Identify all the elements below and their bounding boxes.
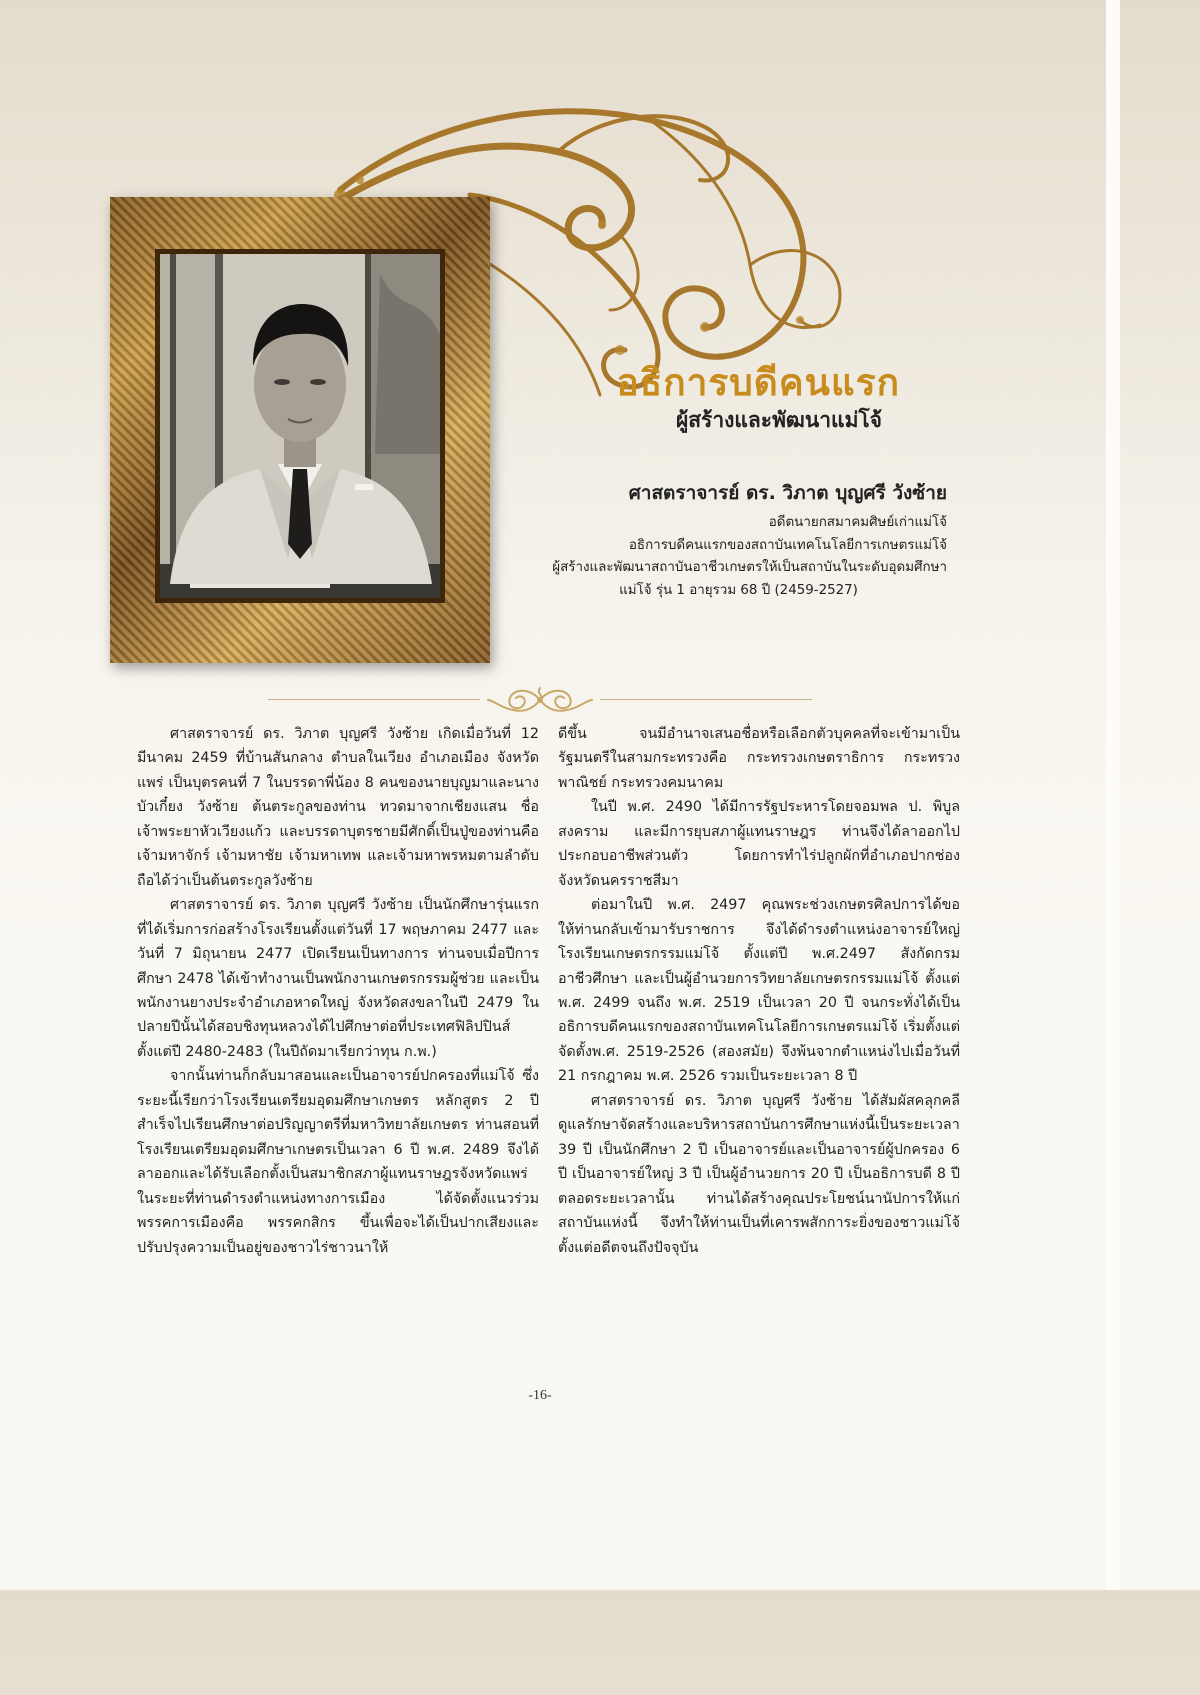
author-role: อดีตนายกสมาคมศิษย์เก่าแม่โจ้	[768, 515, 947, 530]
author-role: แม่โจ้ รุ่น 1 อายุรวม 68 ปี (2459-2527)	[619, 582, 858, 598]
portrait-frame	[110, 197, 490, 663]
body-paragraph: ศาสตราจารย์ ดร. วิภาต บุญศรี วังซ้าย ได้สัมผัสคลุกคลี ดูแลรักษาจัดสร้างและบริหารสถาบันการศึกษาแห่งนี้เป็นระยะเวลา 39 ปี เป็นนักศึกษา 2 ปี เป็นอาจารย์และเป็นอาจารย์ผู้ปกครอง 6 ปี เป็นอาจารย์ใหญ่ 3 ปี เป็นผู้อำนวยการ 20 ปี เป็นอธิการบดี 8 ปี ตลอดระยะเวลานั้น ท่านได้สร้างคุณประโยชน์นานัปการให้แก่สถาบันแห่งนี้ จึงทำให้ท่านเป็นที่เคารพสักการะยิ่งของชาวแม่โจ้ตั้งแต่อดีตจนถึงปัจจุบัน	[558, 1092, 960, 1256]
divider-line-left	[268, 699, 480, 700]
body-paragraph: ในปี พ.ศ. 2490 ได้มีการรัฐประหารโดยจอมพล ป. พิบูลสงคราม และมีการยุบสภาผู้แทนราษฎร ท่านจึงได้ลาออกไปประกอบอาชีพส่วนตัว โดยการทำไร่ปลูกผักที่อำเภอปากช่อง จังหวัดนครราชสีมา	[558, 799, 960, 889]
author-block	[540, 478, 947, 602]
body-paragraph: ศาสตราจารย์ ดร. วิภาต บุญศรี วังซ้าย เป็นนักศึกษารุ่นแรกที่ได้เริ่มการก่อสร้างโรงเรียนตั้งแต่วันที่ 17 พฤษภาคม 2477 และวันที่ 7 มิถุนายน 2477 เปิดเรียนเป็นทางการ ท่านจบเมื่อปีการศึกษา 2478 ได้เข้าทำงานเป็นพนักงานเกษตรกรรมผู้ช่วย และเป็นพนักงานยางประจำอำเภอหาดใหญ่ จังหวัดสงขลาในปี 2479 ในปลายปีนั้นได้สอบชิงทุนหลวงได้ไปศึกษาต่อที่ประเทศฟิลิปปินส์ ตั้งแต่ปี 2480-2483 (ในปีถัดมาเรียกว่าทุน ก.พ.)	[137, 897, 539, 1060]
body-paragraph: จากนั้นท่านก็กลับมาสอนและเป็นอาจารย์ปกครองที่แม่โจ้ ซึ่งระยะนี้เรียกว่าโรงเรียนเตรียมอุดมศึกษาเกษตร หลักสูตร 2 ปี สำเร็จไปเรียนศึกษาต่อปริญญาตรีที่มหาวิทยาลัยเกษตร ท่านสอนที่โรงเรียนเตรียมอุดมศึกษาเกษตรเป็นเวลา 6 ปี พ.ศ. 2489 จึงได้ลาออกและได้รับเลือกตั้งเป็นสมาชิกสภาผู้แทนราษฎรจังหวัดแพร่ ในระยะที่ท่านดำรงตำแหน่งทางการเมือง ได้จัดตั้งแนวร่วมพรรคการเมืองคือ พรรคกสิกร ขึ้นเพื่อจะได้เป็นปากเสียงและปรับปรุงความเป็นอยู่ของชาวไร่ชาวนาให้	[137, 1068, 539, 1256]
scroll-divider-ornament	[486, 682, 594, 718]
portrait-image	[160, 254, 440, 598]
body-paragraph: ศาสตราจารย์ ดร. วิภาต บุญศรี วังซ้าย เกิดเมื่อวันที่ 12 มีนาคม 2459 ที่บ้านสันกลาง ตำบลในเวียง อำเภอเมือง จังหวัดแพร่ เป็นบุตรคนที่ 7 ในบรรดาพี่น้อง 8 คนของนายบุญมาและนางบัวเกี๋ยง วังซ้าย ต้นตระกูลของท่าน ทวดมาจากเชียงแสน ชื่อเจ้าพระยาหัวเวียงแก้ว และบรรดาบุตรชายมีศักดิ์เป็นปู่ของท่านคือ เจ้ามหาจักร์ เจ้ามหาชัย เจ้ามหาเทพ และเจ้ามหาพรหมตามลำดับ ถือได้ว่าเป็นต้นตระกูลวังซ้าย	[137, 726, 539, 889]
body-paragraph: ดีขึ้น จนมีอำนาจเสนอชื่อหรือเลือกตัวบุคคลที่จะเข้ามาเป็นรัฐมนตรีในสามกระทรวงคือ กระทรวงเกษตราธิการ กระทรวงพาณิชย์ กระทรวงคมนาคม	[558, 726, 960, 791]
page-title: อธิการบดีคนแรก	[616, 363, 900, 404]
author-role: อธิการบดีคนแรกของสถาบันเทคโนโลยีการเกษตรแม่โจ้	[628, 537, 947, 553]
author-role: ผู้สร้างและพัฒนาสถาบันอาชีวเกษตรให้เป็นสถาบันในระดับอุดมศึกษา	[552, 560, 947, 575]
body-paragraph: ต่อมาในปี พ.ศ. 2497 คุณพระช่วงเกษตรศิลปการได้ขอให้ท่านกลับเข้ามารับราชการ จึงได้ดำรงตำแหน่งอาจารย์ใหญ่โรงเรียนเกษตรกรรมแม่โจ้ ตั้งแต่ปี พ.ศ.2497 สังกัดกรมอาชีวศึกษา และเป็นผู้อำนวยการวิทยาลัยเกษตรกรรมแม่โจ้ ตั้งแต่ พ.ศ. 2499 จนถึง พ.ศ. 2519 เป็นเวลา 20 ปี จนกระทั่งได้เป็นอธิการบดีคนแรกของสถาบันเทคโนโลยีการเกษตรแม่โจ้ เริ่มตั้งแต่จัดตั้งพ.ศ. 2519-2526 (สองสมัย) จึงพ้นจากตำแหน่งไปเมื่อวันที่ 21 กรกฎาคม พ.ศ. 2526 รวมเป็นระยะเวลา 8 ปี	[558, 897, 960, 1085]
divider-line-right	[600, 699, 812, 700]
page-edge	[1106, 0, 1120, 1590]
author-name: ศาสตราจารย์ ดร. วิภาต บุญศรี วังซ้าย	[628, 482, 947, 504]
body-column-left	[137, 722, 539, 1260]
page-subtitle: ผู้สร้างและพัฒนาแม่โจ้	[675, 408, 882, 432]
page-number: -16-	[528, 1388, 552, 1403]
body-column-right	[558, 722, 960, 1260]
portrait-photo	[155, 249, 445, 603]
